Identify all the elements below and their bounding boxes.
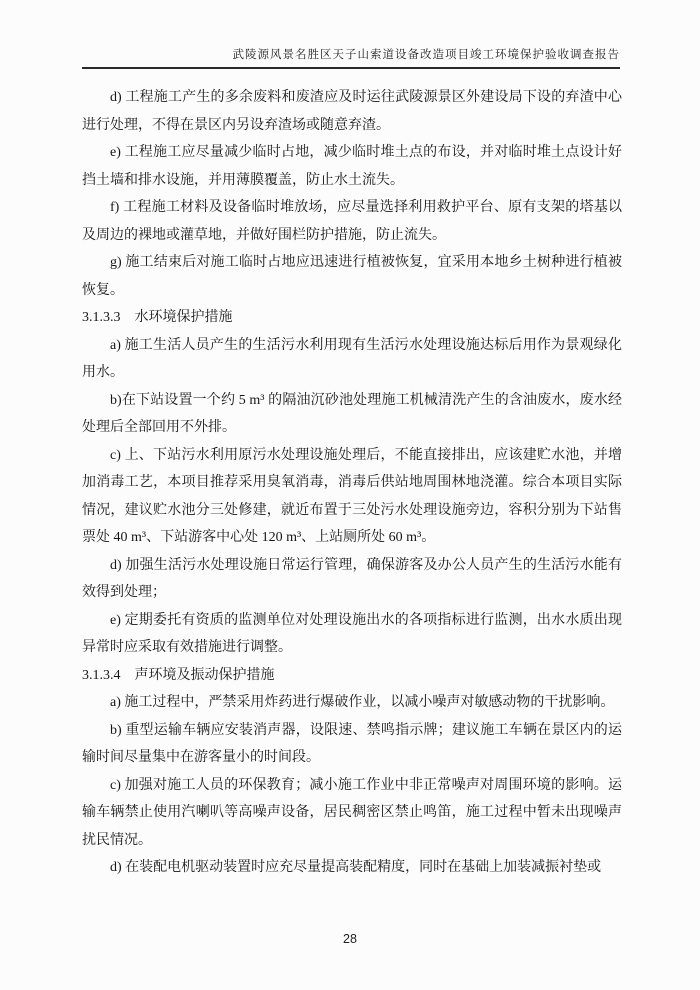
page-number: 28 [343,932,357,946]
section-heading: 3.1.3.3 水环境保护措施 [82,310,233,325]
paragraph: a) 施工生活人员产生的生活污水利用现有生活污水处理设施达标后用作为景观绿化用水。 [82,337,622,380]
paragraph: d) 工程施工产生的多余废料和废渣应及时运往武陵源景区外建设局下设的弃渣中心进行处理，不得在景区内另设弃渣场或随意弃渣。 [82,90,622,133]
paragraph: g) 施工结束后对施工临时占地应迅速进行植被恢复，宜采用本地乡土树种进行植被恢复。 [82,255,622,298]
paragraph: b)在下站设置一个约 5 m³ 的隔油沉砂池处理施工机械清洗产生的含油废水，废水经处理后全部回用不外排。 [82,392,622,435]
running-header [82,46,620,69]
section-heading: 3.1.3.4 声环境及振动保护措施 [82,667,275,683]
paragraph: e) 定期委托有资质的监测单位对处理设施出水的各项指标进行监测，出水水质出现异常时应采取有效措施进行调整。 [82,612,622,655]
paragraph: d) 在装配电机驱动装置时应充尽量提高装配精度，同时在基础上加装减振衬垫或 [110,860,602,875]
paragraph: b) 重型运输车辆应安装消声器，设限速、禁鸣指示牌；建议施工车辆在景区内的运输时间尽量集中在游客量小的时间段。 [82,722,622,765]
paragraph: d) 加强生活污水处理设施日常运行管理，确保游客及办公人员产生的生活污水能有效得到处理； [82,557,622,600]
paragraph: c) 上、下站污水利用原污水处理设施处理后，不能直接排出，应该建贮水池，并增加消毒工艺，本项目推荐采用臭氧消毒，消毒后供站地周围林地浇灌。综合本项目实际情况，建议贮水池分三处修建，就近布置于三处污水处理设施旁边，容积分别为下站售票处 40 m³、下站游客中心处 120 m³、上站厕所处 60 m³。 [82,447,622,545]
paragraph: f) 工程施工材料及设备临时堆放场，应尽量选择利用救护平台、原有支架的塔基以及周边的裸地或灌草地，并做好围栏防护措施，防止流失。 [82,200,622,243]
page-footer [0,932,700,946]
running-header-title: 武陵源风景名胜区天子山索道设备改造项目竣工环境保护验收调查报告 [232,49,620,61]
paragraph: c) 加强对施工人员的环保教育；减小施工作业中非正常噪声对周围环境的影响。运输车辆禁止使用汽喇叭等高噪声设备，居民稠密区禁止鸣笛，施工过程中暂未出现噪声扰民情况。 [82,777,622,848]
paragraph: e) 工程施工应尽量减少临时占地，减少临时堆土点的布设，并对临时堆土点设计好挡土墙和排水设施，并用薄膜覆盖，防止水土流失。 [82,145,622,188]
document-body [82,84,622,882]
paragraph: a) 施工过程中，严禁采用炸药进行爆破作业，以减小噪声对敏感动物的干扰影响。 [110,695,615,710]
